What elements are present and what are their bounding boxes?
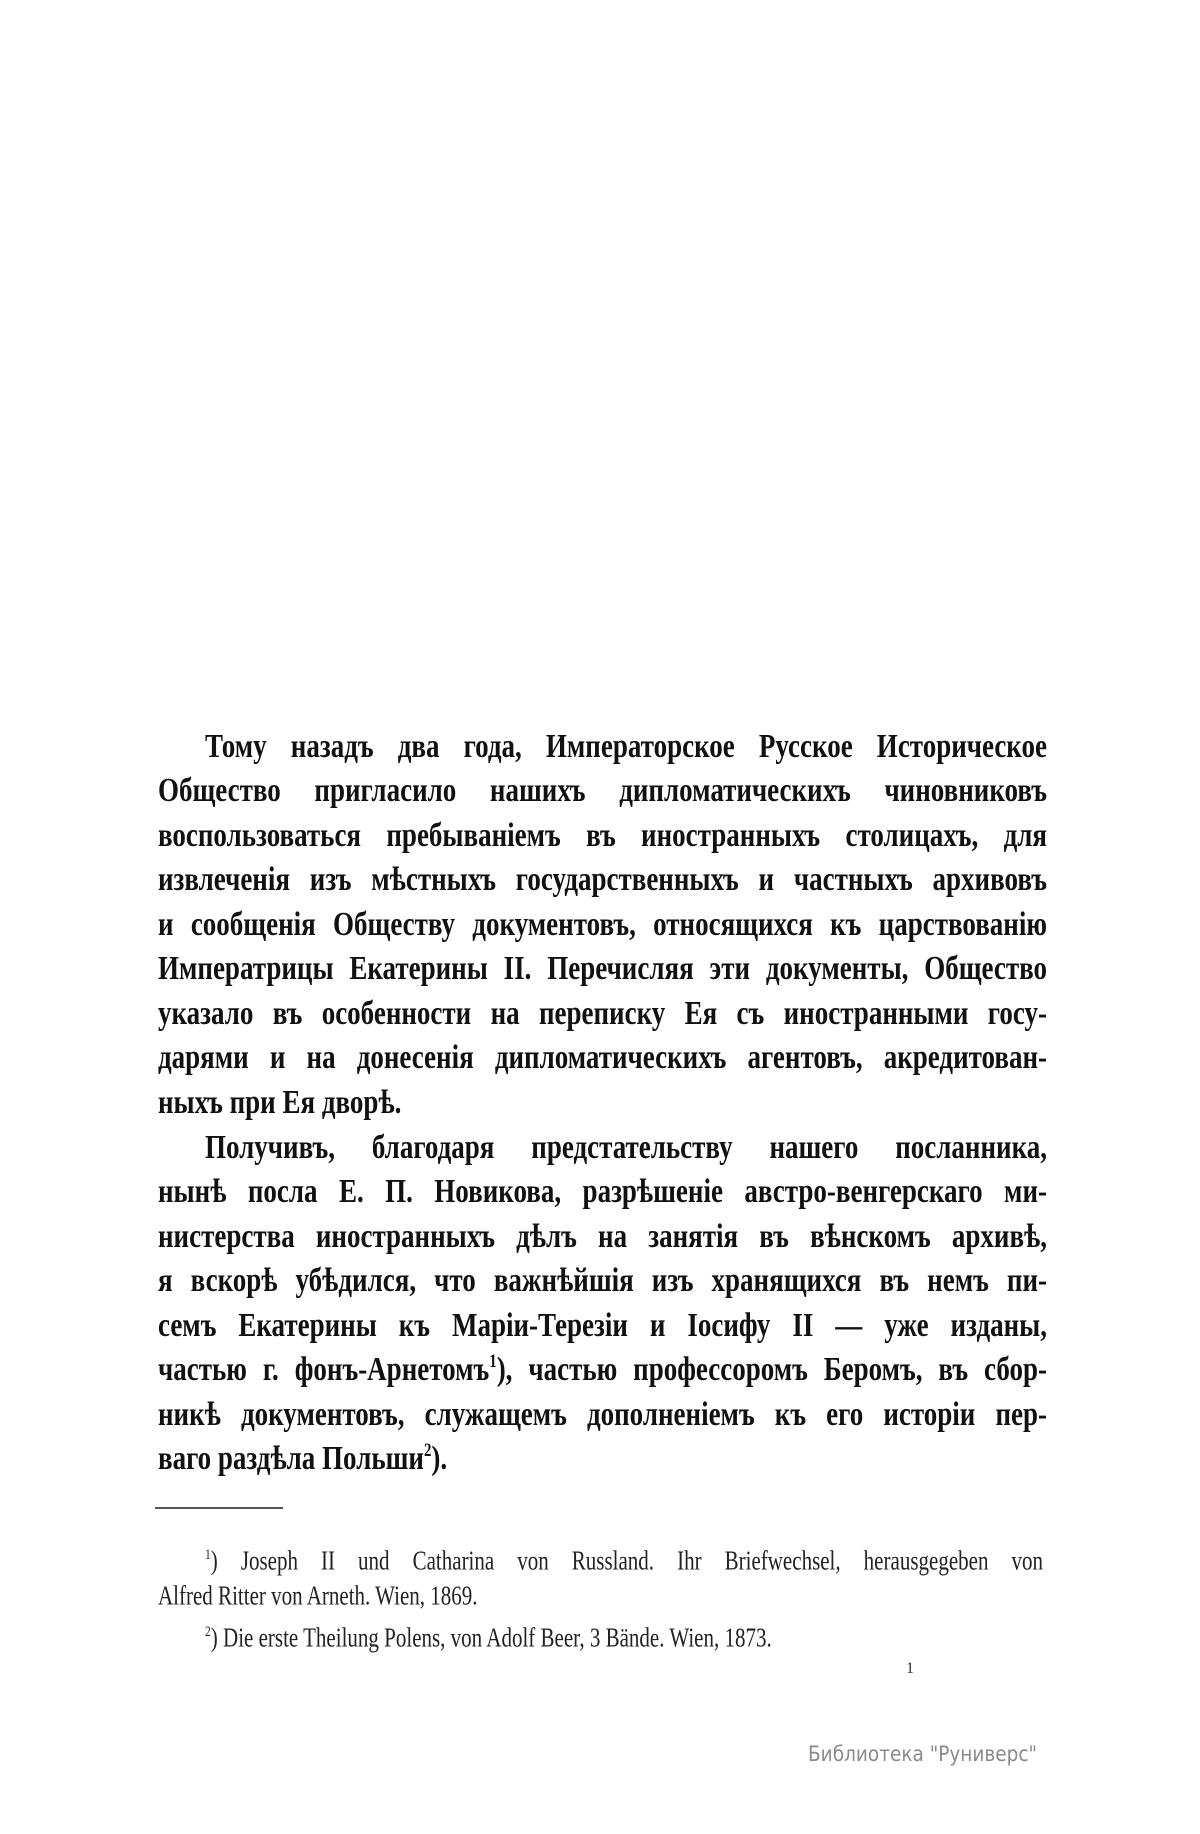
text-line: дарями и на донесенія дипломатическихъ агентовъ, акредитован- (158, 1038, 1047, 1076)
text-line: я вскорѣ убѣдился, что важнѣйшія изъ хранящихся въ немъ пи- (158, 1261, 1047, 1299)
footnote-mark: 2 (205, 1624, 211, 1641)
footnote-mark: 1 (205, 1547, 211, 1564)
text-segment: ваго раздѣла Польши (158, 1439, 424, 1477)
footnote-ref[interactable]: 1 (489, 1352, 497, 1373)
footnote-2 (205, 1622, 1043, 1653)
text-line: никѣ документовъ, служащемъ дополненіемъ къ его исторіи пер- (158, 1395, 1047, 1433)
text-line: Императрицы Екатерины II. Перечисляя эти документы, Общество (158, 949, 1047, 987)
text-line: и сообщенія Обществу документовъ, относящихся къ царствованію (158, 905, 1047, 943)
text-line: воспользоваться пребываніемъ въ иностранныхъ столицахъ, для (158, 816, 1047, 854)
text-segment: частью г. фонъ-Арнетомъ (158, 1350, 490, 1388)
text-line: семъ Екатерины къ Маріи-Терезіи и Іосифу II — уже изданы, (158, 1306, 1047, 1344)
library-watermark: Библиотека "Руниверс" (808, 1742, 1038, 1766)
text-line: нынѣ посла Е. П. Новикова, разрѣшеніе австро-венгерскаго ми- (158, 1172, 1047, 1210)
text-line: Тому назадъ два года, Императорское Русское Историческое (205, 727, 1047, 765)
footnote-1 (205, 1545, 1043, 1576)
text-segment: ), частью профессоромъ Беромъ, въ сбор- (496, 1350, 1047, 1388)
footnote-text: ) Joseph II und Catharina von Russland. Ihr Briefwechsel, herausgegeben von (210, 1545, 1043, 1577)
footnote-1-continued: Alfred Ritter von Arneth. Wien, 1869. (158, 1580, 478, 1612)
text-segment: ). (431, 1439, 448, 1477)
text-line: указало въ особенности на переписку Ея съ иностранными госу- (158, 994, 1047, 1032)
text-line: ныхъ при Ея дворѣ. (158, 1083, 402, 1121)
footnote-text: ) Die erste Theilung Polens, von Adolf Beer, 3 Bände. Wien, 1873. (210, 1622, 772, 1654)
text-line (158, 1439, 1047, 1489)
text-line (158, 1350, 1047, 1400)
text-line: Получивъ, благодаря предстательству нашего посланника, (205, 1128, 1047, 1166)
text-line: Общество пригласило нашихъ дипломатическихъ чиновниковъ (158, 771, 1047, 809)
page-number: 1 (906, 1660, 914, 1677)
text-line: нистерства иностранныхъ дѣлъ на занятія въ вѣнскомъ архивѣ, (158, 1217, 1047, 1255)
footnote-divider (155, 1507, 283, 1509)
footnote-ref[interactable]: 2 (423, 1441, 432, 1462)
text-line: извлеченія изъ мѣстныхъ государственныхъ и частныхъ архивовъ (158, 860, 1047, 898)
